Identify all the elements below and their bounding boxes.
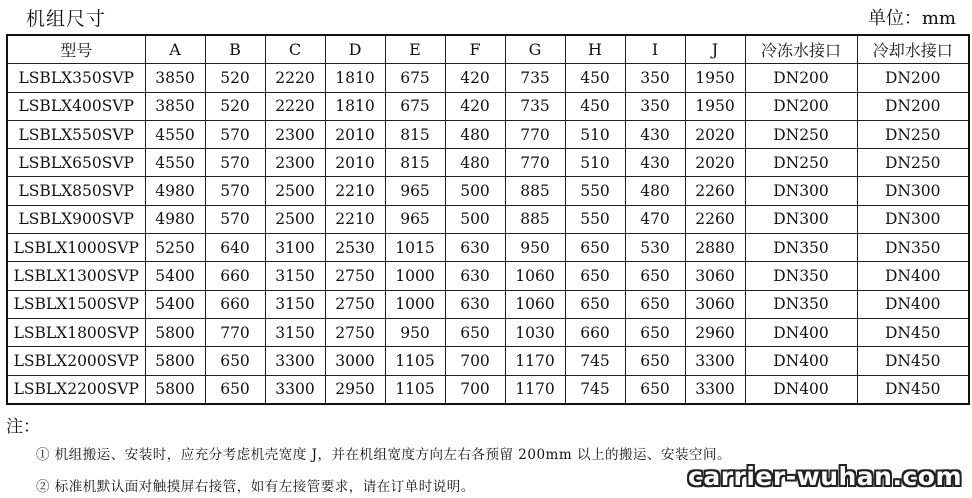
value-cell: 2300 xyxy=(265,149,325,177)
value-cell: 650 xyxy=(625,262,685,290)
value-cell: DN250 xyxy=(745,120,857,148)
value-cell: 4550 xyxy=(145,149,205,177)
value-cell: 660 xyxy=(205,262,265,290)
value-cell: 4980 xyxy=(145,205,205,233)
value-cell: 550 xyxy=(565,205,625,233)
value-cell: 2260 xyxy=(685,177,745,205)
table-row xyxy=(7,149,969,177)
table-header xyxy=(7,35,969,64)
table-row xyxy=(7,318,969,346)
value-cell: 815 xyxy=(385,120,445,148)
value-cell: 430 xyxy=(625,120,685,148)
table-row xyxy=(7,177,969,205)
value-cell: 1950 xyxy=(685,92,745,120)
value-cell: 650 xyxy=(565,262,625,290)
column-header: B xyxy=(205,35,265,64)
table-body xyxy=(7,64,969,404)
model-cell: LSBLX2000SVP xyxy=(7,347,145,375)
value-cell: 660 xyxy=(565,318,625,346)
value-cell: DN350 xyxy=(745,234,857,262)
dimensions-table xyxy=(6,34,970,405)
value-cell: 450 xyxy=(565,64,625,92)
column-header: H xyxy=(565,35,625,64)
value-cell: 2500 xyxy=(265,205,325,233)
value-cell: 500 xyxy=(445,205,505,233)
value-cell: 5800 xyxy=(145,347,205,375)
value-cell: 2020 xyxy=(685,120,745,148)
value-cell: DN450 xyxy=(857,375,969,404)
value-cell: 2750 xyxy=(325,290,385,318)
value-cell: 815 xyxy=(385,149,445,177)
column-header: F xyxy=(445,35,505,64)
model-cell: LSBLX1000SVP xyxy=(7,234,145,262)
value-cell: 2500 xyxy=(265,177,325,205)
value-cell: 350 xyxy=(625,64,685,92)
value-cell: 3850 xyxy=(145,92,205,120)
value-cell: 1105 xyxy=(385,347,445,375)
value-cell: 1000 xyxy=(385,262,445,290)
value-cell: 450 xyxy=(565,92,625,120)
value-cell: DN250 xyxy=(857,120,969,148)
value-cell: DN200 xyxy=(857,64,969,92)
value-cell: DN400 xyxy=(745,318,857,346)
value-cell: 420 xyxy=(445,92,505,120)
value-cell: 2950 xyxy=(325,375,385,404)
value-cell: 1170 xyxy=(505,347,565,375)
column-header: I xyxy=(625,35,685,64)
value-cell: 1015 xyxy=(385,234,445,262)
value-cell: 5250 xyxy=(145,234,205,262)
value-cell: 2260 xyxy=(685,205,745,233)
model-cell: LSBLX650SVP xyxy=(7,149,145,177)
value-cell: DN300 xyxy=(857,177,969,205)
model-cell: LSBLX2200SVP xyxy=(7,375,145,404)
value-cell: 2880 xyxy=(685,234,745,262)
value-cell: 550 xyxy=(565,177,625,205)
value-cell: DN200 xyxy=(745,64,857,92)
value-cell: 3300 xyxy=(685,347,745,375)
model-cell: LSBLX850SVP xyxy=(7,177,145,205)
value-cell: 1060 xyxy=(505,262,565,290)
value-cell: 1810 xyxy=(325,92,385,120)
value-cell: 3100 xyxy=(265,234,325,262)
value-cell: 1950 xyxy=(685,64,745,92)
value-cell: 2220 xyxy=(265,92,325,120)
value-cell: 630 xyxy=(445,234,505,262)
value-cell: 430 xyxy=(625,149,685,177)
value-cell: DN400 xyxy=(745,375,857,404)
value-cell: DN450 xyxy=(857,347,969,375)
notes-title: 注： xyxy=(6,417,40,437)
value-cell: DN300 xyxy=(857,205,969,233)
value-cell: 500 xyxy=(445,177,505,205)
table-row xyxy=(7,262,969,290)
value-cell: DN350 xyxy=(857,234,969,262)
value-cell: 660 xyxy=(205,290,265,318)
value-cell: 570 xyxy=(205,205,265,233)
value-cell: DN250 xyxy=(745,149,857,177)
value-cell: 640 xyxy=(205,234,265,262)
model-cell: LSBLX400SVP xyxy=(7,92,145,120)
value-cell: 530 xyxy=(625,234,685,262)
table-row xyxy=(7,92,969,120)
value-cell: 770 xyxy=(505,120,565,148)
value-cell: 950 xyxy=(385,318,445,346)
value-cell: 3150 xyxy=(265,290,325,318)
value-cell: 3150 xyxy=(265,262,325,290)
note-item: ② 标准机默认面对触摸屏右接管，如有左接管要求，请在订单时说明。 xyxy=(36,479,475,495)
table-row xyxy=(7,205,969,233)
value-cell: 2010 xyxy=(325,149,385,177)
value-cell: 700 xyxy=(445,347,505,375)
value-cell: 2010 xyxy=(325,120,385,148)
value-cell: 520 xyxy=(205,92,265,120)
value-cell: 480 xyxy=(625,177,685,205)
table-row xyxy=(7,347,969,375)
value-cell: 2210 xyxy=(325,205,385,233)
value-cell: 650 xyxy=(625,318,685,346)
value-cell: 650 xyxy=(205,375,265,404)
value-cell: 2210 xyxy=(325,177,385,205)
value-cell: 675 xyxy=(385,64,445,92)
value-cell: DN200 xyxy=(745,92,857,120)
value-cell: 470 xyxy=(625,205,685,233)
value-cell: 2530 xyxy=(325,234,385,262)
column-header: A xyxy=(145,35,205,64)
value-cell: DN350 xyxy=(745,290,857,318)
value-cell: 965 xyxy=(385,177,445,205)
value-cell: 3300 xyxy=(265,375,325,404)
value-cell: 1810 xyxy=(325,64,385,92)
value-cell: 650 xyxy=(625,375,685,404)
value-cell: 5400 xyxy=(145,262,205,290)
value-cell: 745 xyxy=(565,375,625,404)
watermark: carrier-wuhan.com xyxy=(688,462,962,491)
value-cell: 420 xyxy=(445,64,505,92)
value-cell: 650 xyxy=(565,234,625,262)
value-cell: DN350 xyxy=(745,262,857,290)
value-cell: 650 xyxy=(625,290,685,318)
value-cell: 3060 xyxy=(685,262,745,290)
table-row xyxy=(7,120,969,148)
value-cell: DN450 xyxy=(857,318,969,346)
value-cell: DN200 xyxy=(857,92,969,120)
value-cell: 965 xyxy=(385,205,445,233)
value-cell: 1030 xyxy=(505,318,565,346)
value-cell: 510 xyxy=(565,120,625,148)
column-header: J xyxy=(685,35,745,64)
value-cell: 480 xyxy=(445,149,505,177)
column-header: 冷冻水接口 xyxy=(745,35,857,64)
value-cell: 2750 xyxy=(325,318,385,346)
value-cell: 2960 xyxy=(685,318,745,346)
column-header: 冷却水接口 xyxy=(857,35,969,64)
model-cell: LSBLX900SVP xyxy=(7,205,145,233)
column-header: G xyxy=(505,35,565,64)
value-cell: 5800 xyxy=(145,375,205,404)
value-cell: 2750 xyxy=(325,262,385,290)
value-cell: 675 xyxy=(385,92,445,120)
value-cell: 5800 xyxy=(145,318,205,346)
value-cell: 3060 xyxy=(685,290,745,318)
value-cell: 2220 xyxy=(265,64,325,92)
column-header: D xyxy=(325,35,385,64)
value-cell: 735 xyxy=(505,64,565,92)
value-cell: 480 xyxy=(445,120,505,148)
model-cell: LSBLX1800SVP xyxy=(7,318,145,346)
value-cell: 650 xyxy=(565,290,625,318)
value-cell: 950 xyxy=(505,234,565,262)
column-header: C xyxy=(265,35,325,64)
value-cell: 1000 xyxy=(385,290,445,318)
column-header: E xyxy=(385,35,445,64)
value-cell: 2020 xyxy=(685,149,745,177)
value-cell: 885 xyxy=(505,205,565,233)
value-cell: 570 xyxy=(205,120,265,148)
value-cell: DN400 xyxy=(745,347,857,375)
value-cell: 770 xyxy=(205,318,265,346)
model-cell: LSBLX350SVP xyxy=(7,64,145,92)
value-cell: 700 xyxy=(445,375,505,404)
value-cell: 650 xyxy=(445,318,505,346)
value-cell: 3300 xyxy=(265,347,325,375)
note-item: ① 机组搬运、安装时，应充分考虑机壳宽度 J，并在机组宽度方向左右各预留 200mm 以上的搬运、安装空间。 xyxy=(36,447,731,463)
value-cell: 1105 xyxy=(385,375,445,404)
table-row xyxy=(7,375,969,404)
table-row xyxy=(7,64,969,92)
value-cell: 5400 xyxy=(145,290,205,318)
table-row xyxy=(7,290,969,318)
value-cell: 4980 xyxy=(145,177,205,205)
value-cell: 520 xyxy=(205,64,265,92)
value-cell: DN400 xyxy=(857,290,969,318)
value-cell: 1060 xyxy=(505,290,565,318)
value-cell: 3150 xyxy=(265,318,325,346)
value-cell: 4550 xyxy=(145,120,205,148)
value-cell: DN300 xyxy=(745,177,857,205)
value-cell: 3000 xyxy=(325,347,385,375)
value-cell: 630 xyxy=(445,290,505,318)
value-cell: 3850 xyxy=(145,64,205,92)
model-cell: LSBLX1500SVP xyxy=(7,290,145,318)
value-cell: DN250 xyxy=(857,149,969,177)
value-cell: 770 xyxy=(505,149,565,177)
value-cell: 650 xyxy=(205,347,265,375)
model-cell: LSBLX550SVP xyxy=(7,120,145,148)
value-cell: 885 xyxy=(505,177,565,205)
model-cell: LSBLX1300SVP xyxy=(7,262,145,290)
value-cell: 570 xyxy=(205,177,265,205)
value-cell: 570 xyxy=(205,149,265,177)
value-cell: 1170 xyxy=(505,375,565,404)
value-cell: 630 xyxy=(445,262,505,290)
value-cell: DN300 xyxy=(745,205,857,233)
value-cell: DN400 xyxy=(857,262,969,290)
value-cell: 350 xyxy=(625,92,685,120)
value-cell: 650 xyxy=(625,347,685,375)
value-cell: 2300 xyxy=(265,120,325,148)
value-cell: 735 xyxy=(505,92,565,120)
unit-label: 单位：mm xyxy=(867,8,956,29)
page-title: 机组尺寸 xyxy=(26,8,107,30)
value-cell: 510 xyxy=(565,149,625,177)
value-cell: 3300 xyxy=(685,375,745,404)
value-cell: 745 xyxy=(565,347,625,375)
column-header: 型号 xyxy=(7,35,145,64)
table-row xyxy=(7,234,969,262)
